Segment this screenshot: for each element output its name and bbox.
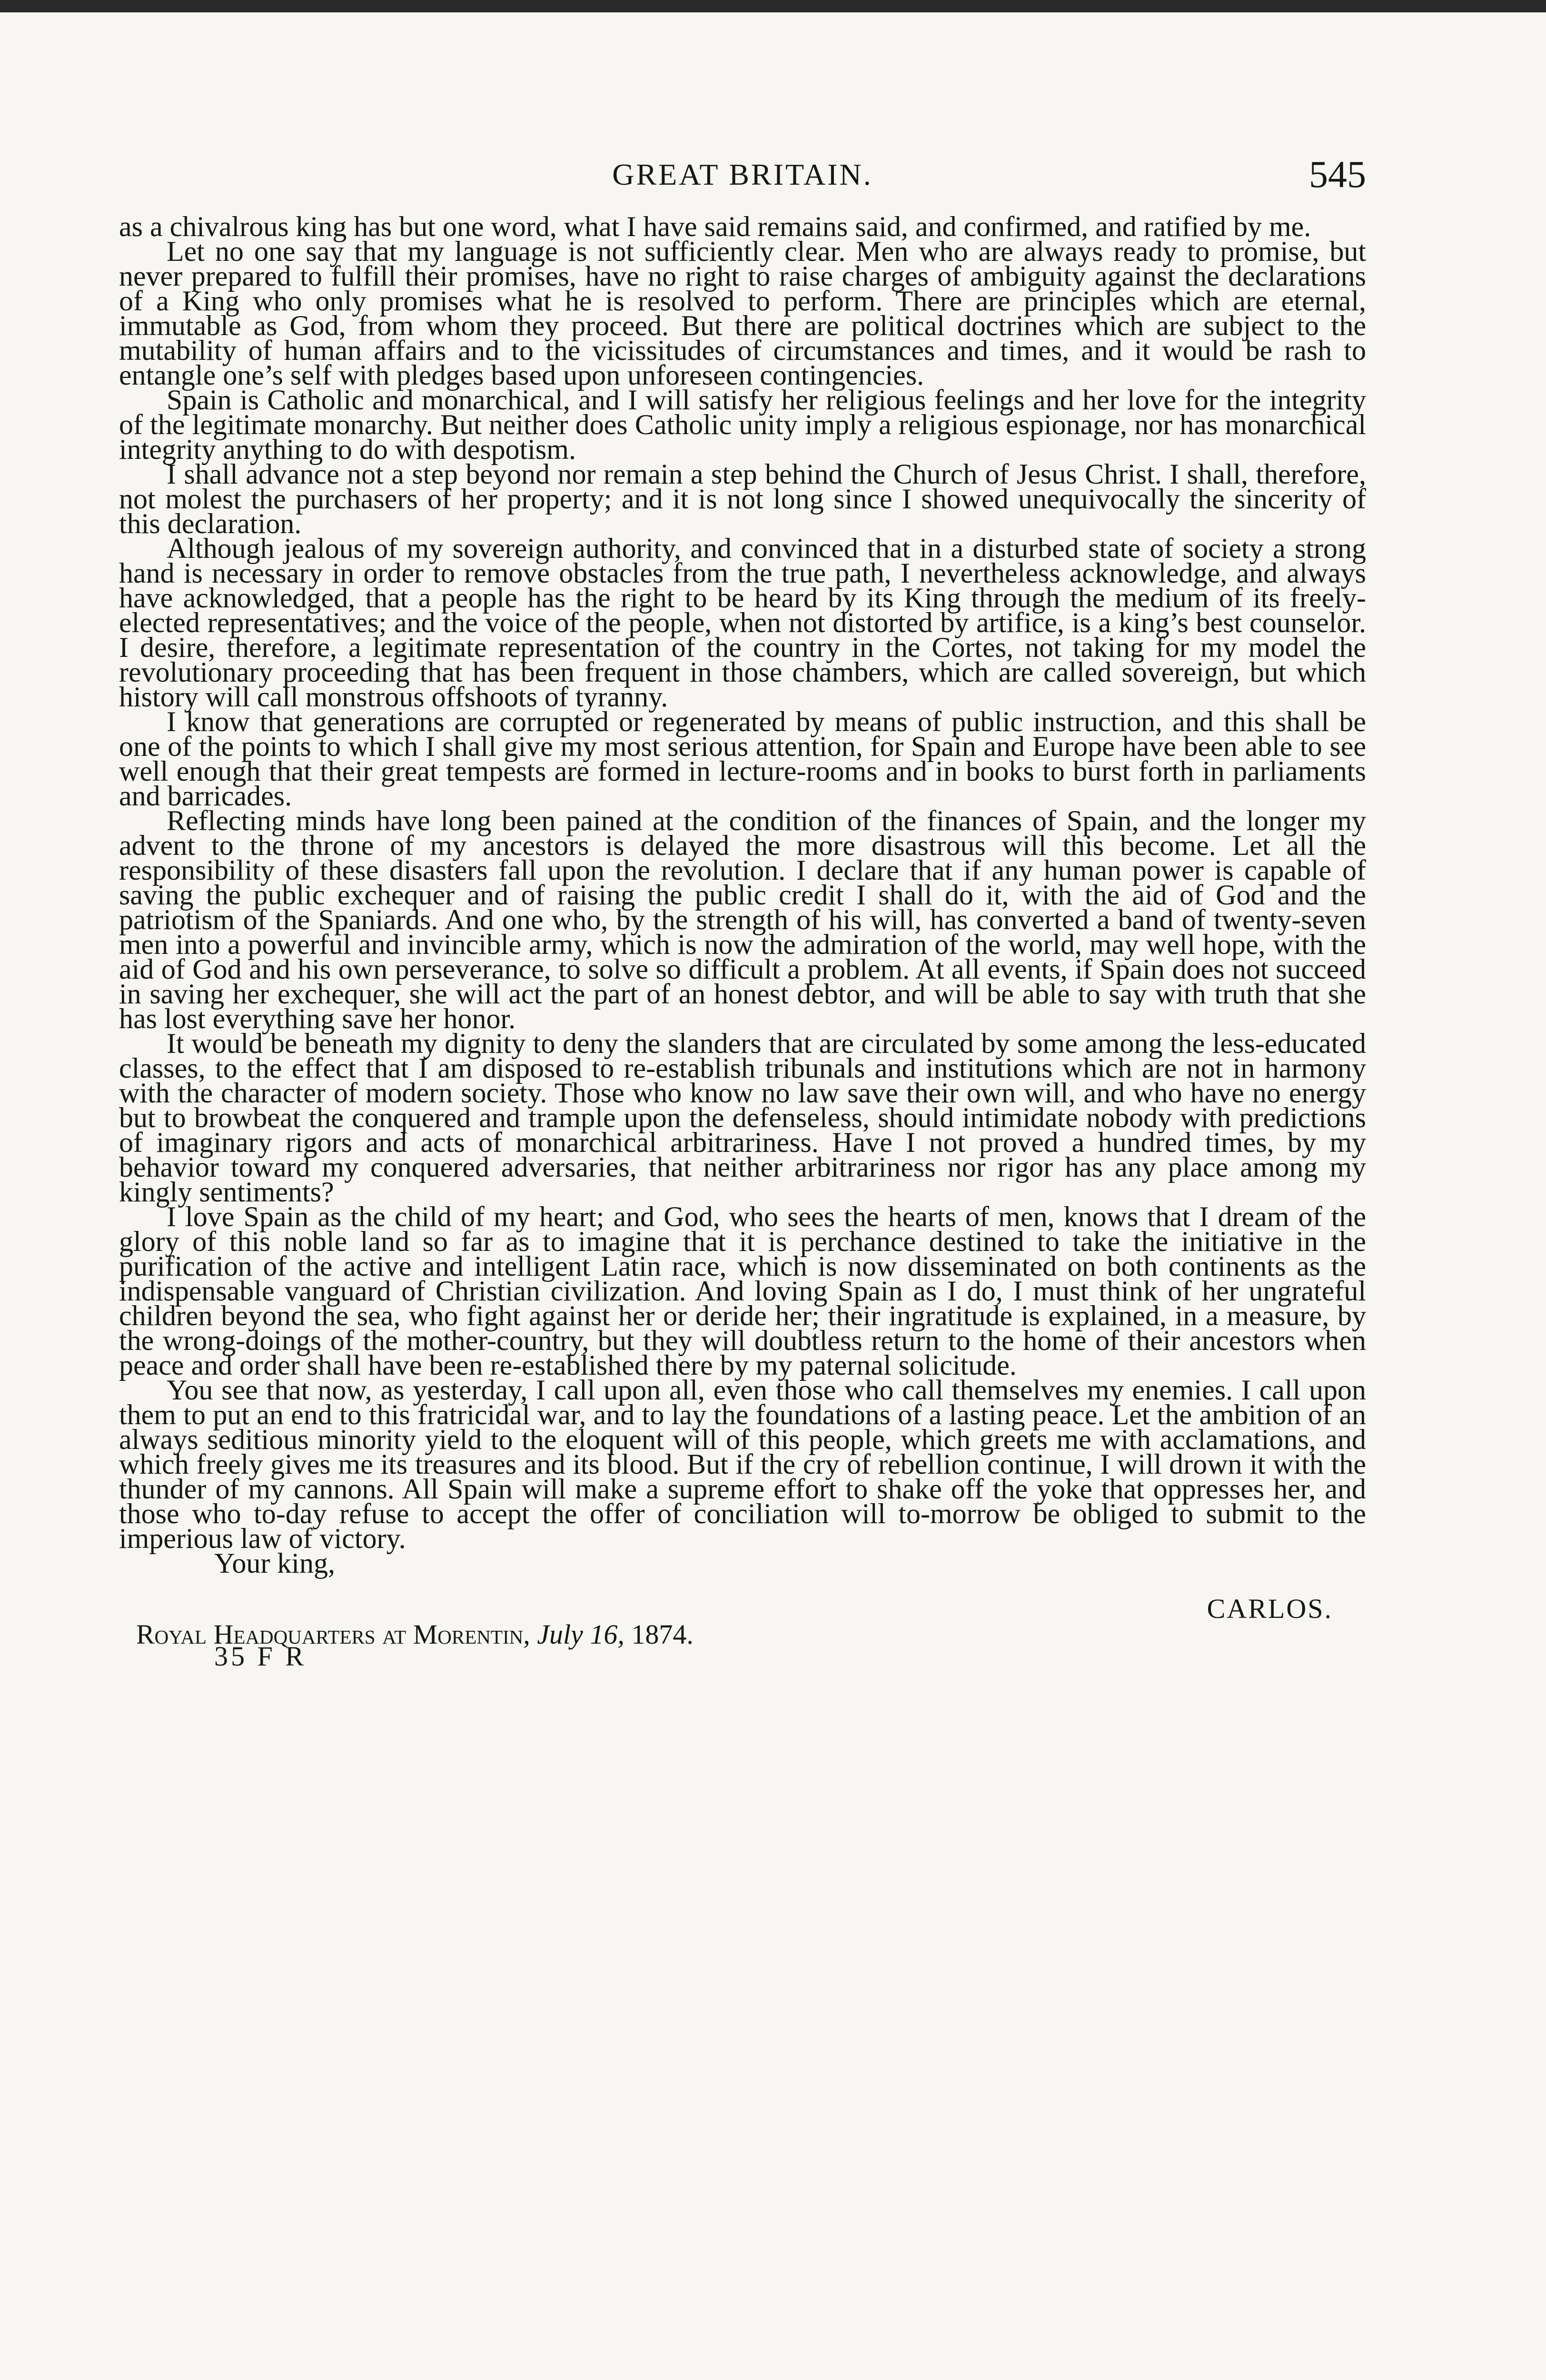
page-header	[119, 143, 1366, 214]
page-number: 545	[1309, 154, 1366, 196]
paragraph-10: You see that now, as yesterday, I call upon all, even those who call themselves my enemies. I call upon them to put an end to this fratricidal war, and to lay the foundations of a lasting peace. Let the ambition of an always seditious minority yield to the eloquent will of this people, which greets me with acclamations, and which freely gives me its treasures and its blood. But if the cry of rebellion continue, I will drown it with the thunder of my cannons. All Spain will make a supreme effort to shake off the yoke that oppresses her, and those who to-day refuse to accept the offer of conciliation will to-morrow be obliged to submit to the imperious law of victory.	[119, 1374, 1366, 1554]
paragraph-5: Although jealous of my sovereign authority, and convinced that in a disturbed state of society a strong hand is necessary in order to remove obstacles from the true path, I nevertheless acknowledge, and always have acknowledged, that a people has the right to be heard by its King through the medium of its freely-elected representatives; and the voice of the people, when not distorted by artifice, is a king’s best counselor. I desire, therefore, a legitimate representation of the country in the Cortes, not taking for my model the revolutionary proceeding that has been frequent in those chambers, which are called sovereign, but which history will call monstrous offshoots of tyranny.	[119, 533, 1366, 713]
closing-salutation: Your king,	[214, 1547, 335, 1579]
dateline-place: Royal Headquarters at Morentin,	[136, 1619, 530, 1650]
paragraph-7: Reflecting minds have long been pained at the condition of the finances of Spain, and the longer my advent to the throne of my ancestors is delayed the more disastrous will this become. Let all the responsibility of these disasters fall upon the revolution. I declare that if any human power is capable of saving the public exchequer and of raising the public credit I shall do it, with the aid of God and the patriotism of the Spaniards. And one who, by the strength of his will, has converted a band of twenty-seven men into a powerful and invincible army, which is now the admiration of the world, may well hope, with the aid of God and his own perseverance, to solve so difficult a problem. At all events, if Spain does not succeed in saving her exchequer, she will act the part of an honest debtor, and will be able to say with truth that she has lost everything save her honor.	[119, 805, 1366, 1034]
paragraph-4: I shall advance not a step beyond nor remain a step behind the Church of Jesus Christ. I shall, therefore, not molest the purchasers of her property; and it is not long since I showed unequivocally the sincerity of this declaration.	[119, 458, 1366, 539]
signature: CARLOS.	[1207, 1593, 1333, 1624]
dateline-date: July 16,	[537, 1619, 624, 1650]
document-page	[119, 143, 1366, 1671]
paragraph-6: I know that generations are corrupted or regenerated by means of public instruction, and this shall be one of the points to which I shall give my most serious attention, for Spain and Europe have been able to see well enough that their great tempests are formed in lecture-rooms and in books to burst forth in parliaments and barricades.	[119, 706, 1366, 812]
running-title: GREAT BRITAIN.	[612, 158, 873, 191]
signature-block	[119, 1593, 1366, 1650]
paragraph-9: I love Spain as the child of my heart; and God, who sees the hearts of men, knows that I dream of the glory of this noble land so far as to imagine that it is perchance destined to take the initiative in the purification of the active and intelligent Latin race, which is now disseminated on both continents as the indispensable vanguard of Christian civilization. And loving Spain as I do, I must think of her ungrateful children beyond the sea, who fight against her or deride her; their ingratitude is explained, in a measure, by the wrong-doings of the mother-country, but they will doubtless return to the home of their ancestors when peace and order shall have been re-established there by my paternal solicitude.	[119, 1201, 1366, 1381]
paragraph-3: Spain is Catholic and monarchical, and I will satisfy her religious feelings and her love for the integrity of the legitimate monarchy. But neither does Catholic unity imply a religious espionage, nor has monarchical integrity anything to do with despotism.	[119, 384, 1366, 465]
paragraph-1: as a chivalrous king has but one word, what I have said remains said, and confirmed, and ratified by me.	[119, 211, 1311, 242]
dateline	[136, 1618, 694, 1650]
paragraph-2: Let no one say that my language is not sufficiently clear. Men who are always ready to promise, but never prepared to fulfill their promises, have no right to raise charges of ambiguity against the declarations of a King who only promises what he is resolved to perform. There are principles which are eternal, immutable as God, from whom they proceed. But there are political doctrines which are subject to the mutability of human affairs and to the vicissitudes of circumstances and times, and it would be rash to entangle one’s self with pledges based upon unforeseen contingencies.	[119, 236, 1366, 391]
paragraph-8: It would be beneath my dignity to deny the slanders that are circulated by some among the less-educated classes, to the effect that I am disposed to re-establish tribunals and institutions which are not in harmony with the character of modern society. Those who know no law save their own will, and who have no energy but to browbeat the conquered and trample upon the defenseless, should intimidate nobody with predictions of imaginary rigors and acts of monarchical arbitrariness. Have I not proved a hundred times, by my behavior toward my conquered adversaries, that neither arbitrariness nor rigor has any place among my kingly sentiments?	[119, 1028, 1366, 1208]
printer-signature-mark: 35 F R	[214, 1641, 307, 1672]
dateline-year: 1874.	[631, 1619, 694, 1650]
letter-body	[119, 211, 1366, 1554]
top-border-rule	[0, 0, 1546, 12]
